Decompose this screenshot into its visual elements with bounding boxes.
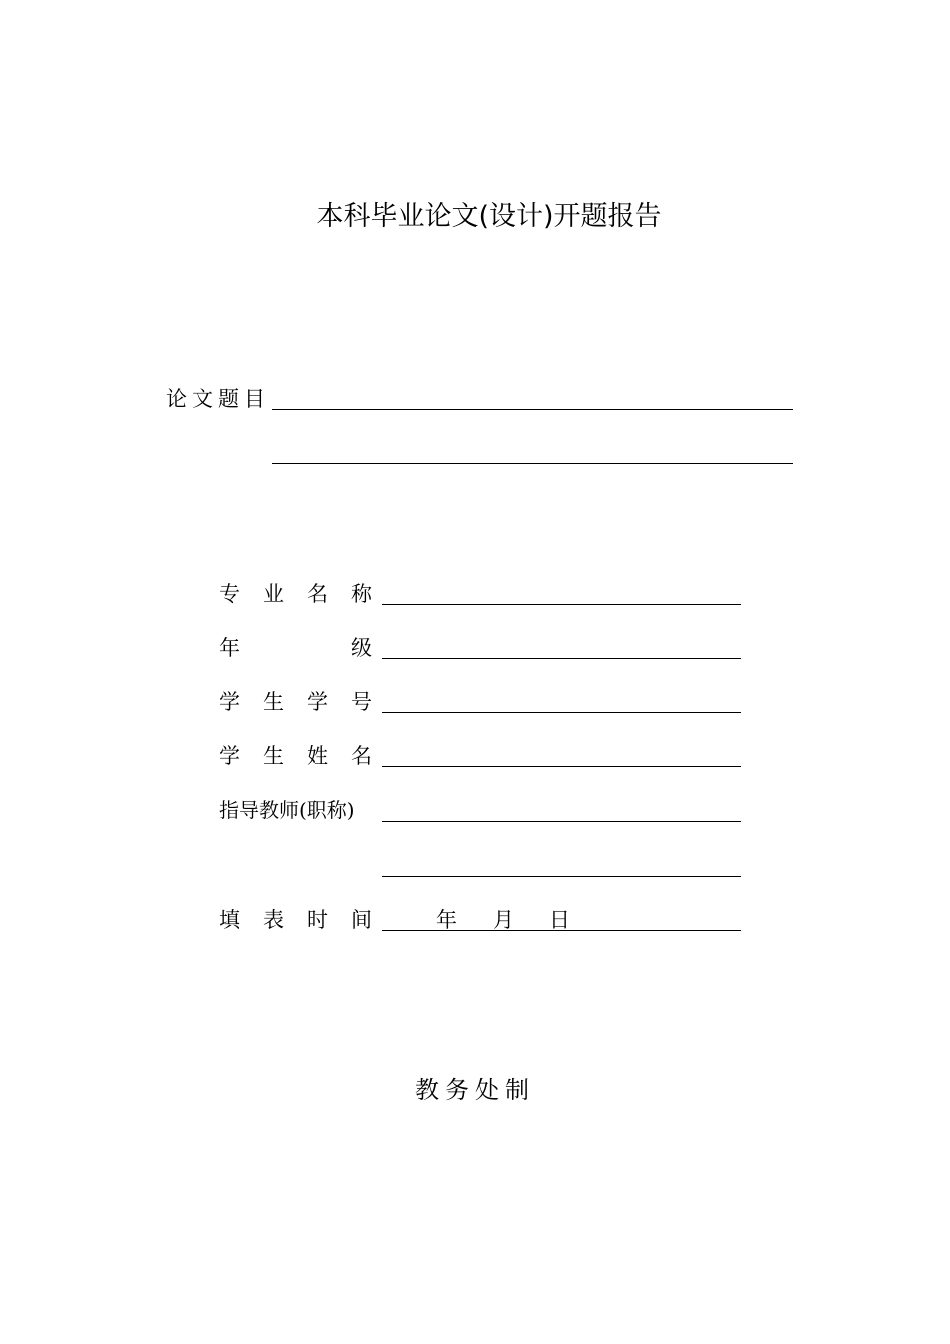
label-char: 名: [307, 582, 328, 606]
advisor-field-line-2[interactable]: [382, 876, 741, 877]
label-char: 题: [218, 387, 239, 411]
label-char: 业: [263, 582, 284, 606]
label-char: 名: [351, 744, 372, 768]
grade-label: [219, 634, 372, 662]
label-char: 生: [263, 744, 284, 768]
label-char: 专: [219, 582, 240, 606]
thesis-title-line-1[interactable]: [272, 409, 793, 410]
label-char: 生: [263, 690, 284, 714]
student-id-field-line[interactable]: [382, 712, 741, 713]
advisor-field-line-1[interactable]: [382, 821, 741, 822]
major-label: [219, 580, 372, 608]
label-char: 填: [219, 908, 240, 932]
label-char: 目: [244, 387, 265, 411]
label-char: 论: [166, 387, 187, 411]
label-char: 表: [263, 908, 284, 932]
advisor-label: 指导教师(职称): [219, 798, 355, 822]
student-id-label: [219, 688, 372, 716]
page-title: 本科毕业论文(设计)开题报告: [316, 201, 662, 232]
student-name-field-line[interactable]: [382, 766, 741, 767]
day-label: 日: [549, 908, 570, 932]
fill-date-field-line[interactable]: [382, 930, 741, 931]
issuer-footer: 教务处制: [415, 1076, 535, 1104]
label-char: 间: [351, 908, 372, 932]
thesis-title-label: [166, 385, 265, 413]
label-char: 级: [351, 636, 372, 660]
label-char: 学: [307, 690, 328, 714]
label-char: 学: [219, 744, 240, 768]
label-char: 文: [192, 387, 213, 411]
month-label: 月: [493, 908, 514, 932]
label-char: 号: [351, 690, 372, 714]
label-char: 姓: [307, 744, 328, 768]
grade-field-line[interactable]: [382, 658, 741, 659]
major-field-line[interactable]: [382, 604, 741, 605]
label-char: 称: [351, 582, 372, 606]
student-name-label: [219, 742, 372, 770]
label-char: 年: [219, 636, 240, 660]
fill-date-label: [219, 906, 372, 934]
label-char: 学: [219, 690, 240, 714]
label-char: 时: [307, 908, 328, 932]
year-label: 年: [436, 908, 457, 932]
thesis-title-line-2[interactable]: [272, 463, 793, 464]
